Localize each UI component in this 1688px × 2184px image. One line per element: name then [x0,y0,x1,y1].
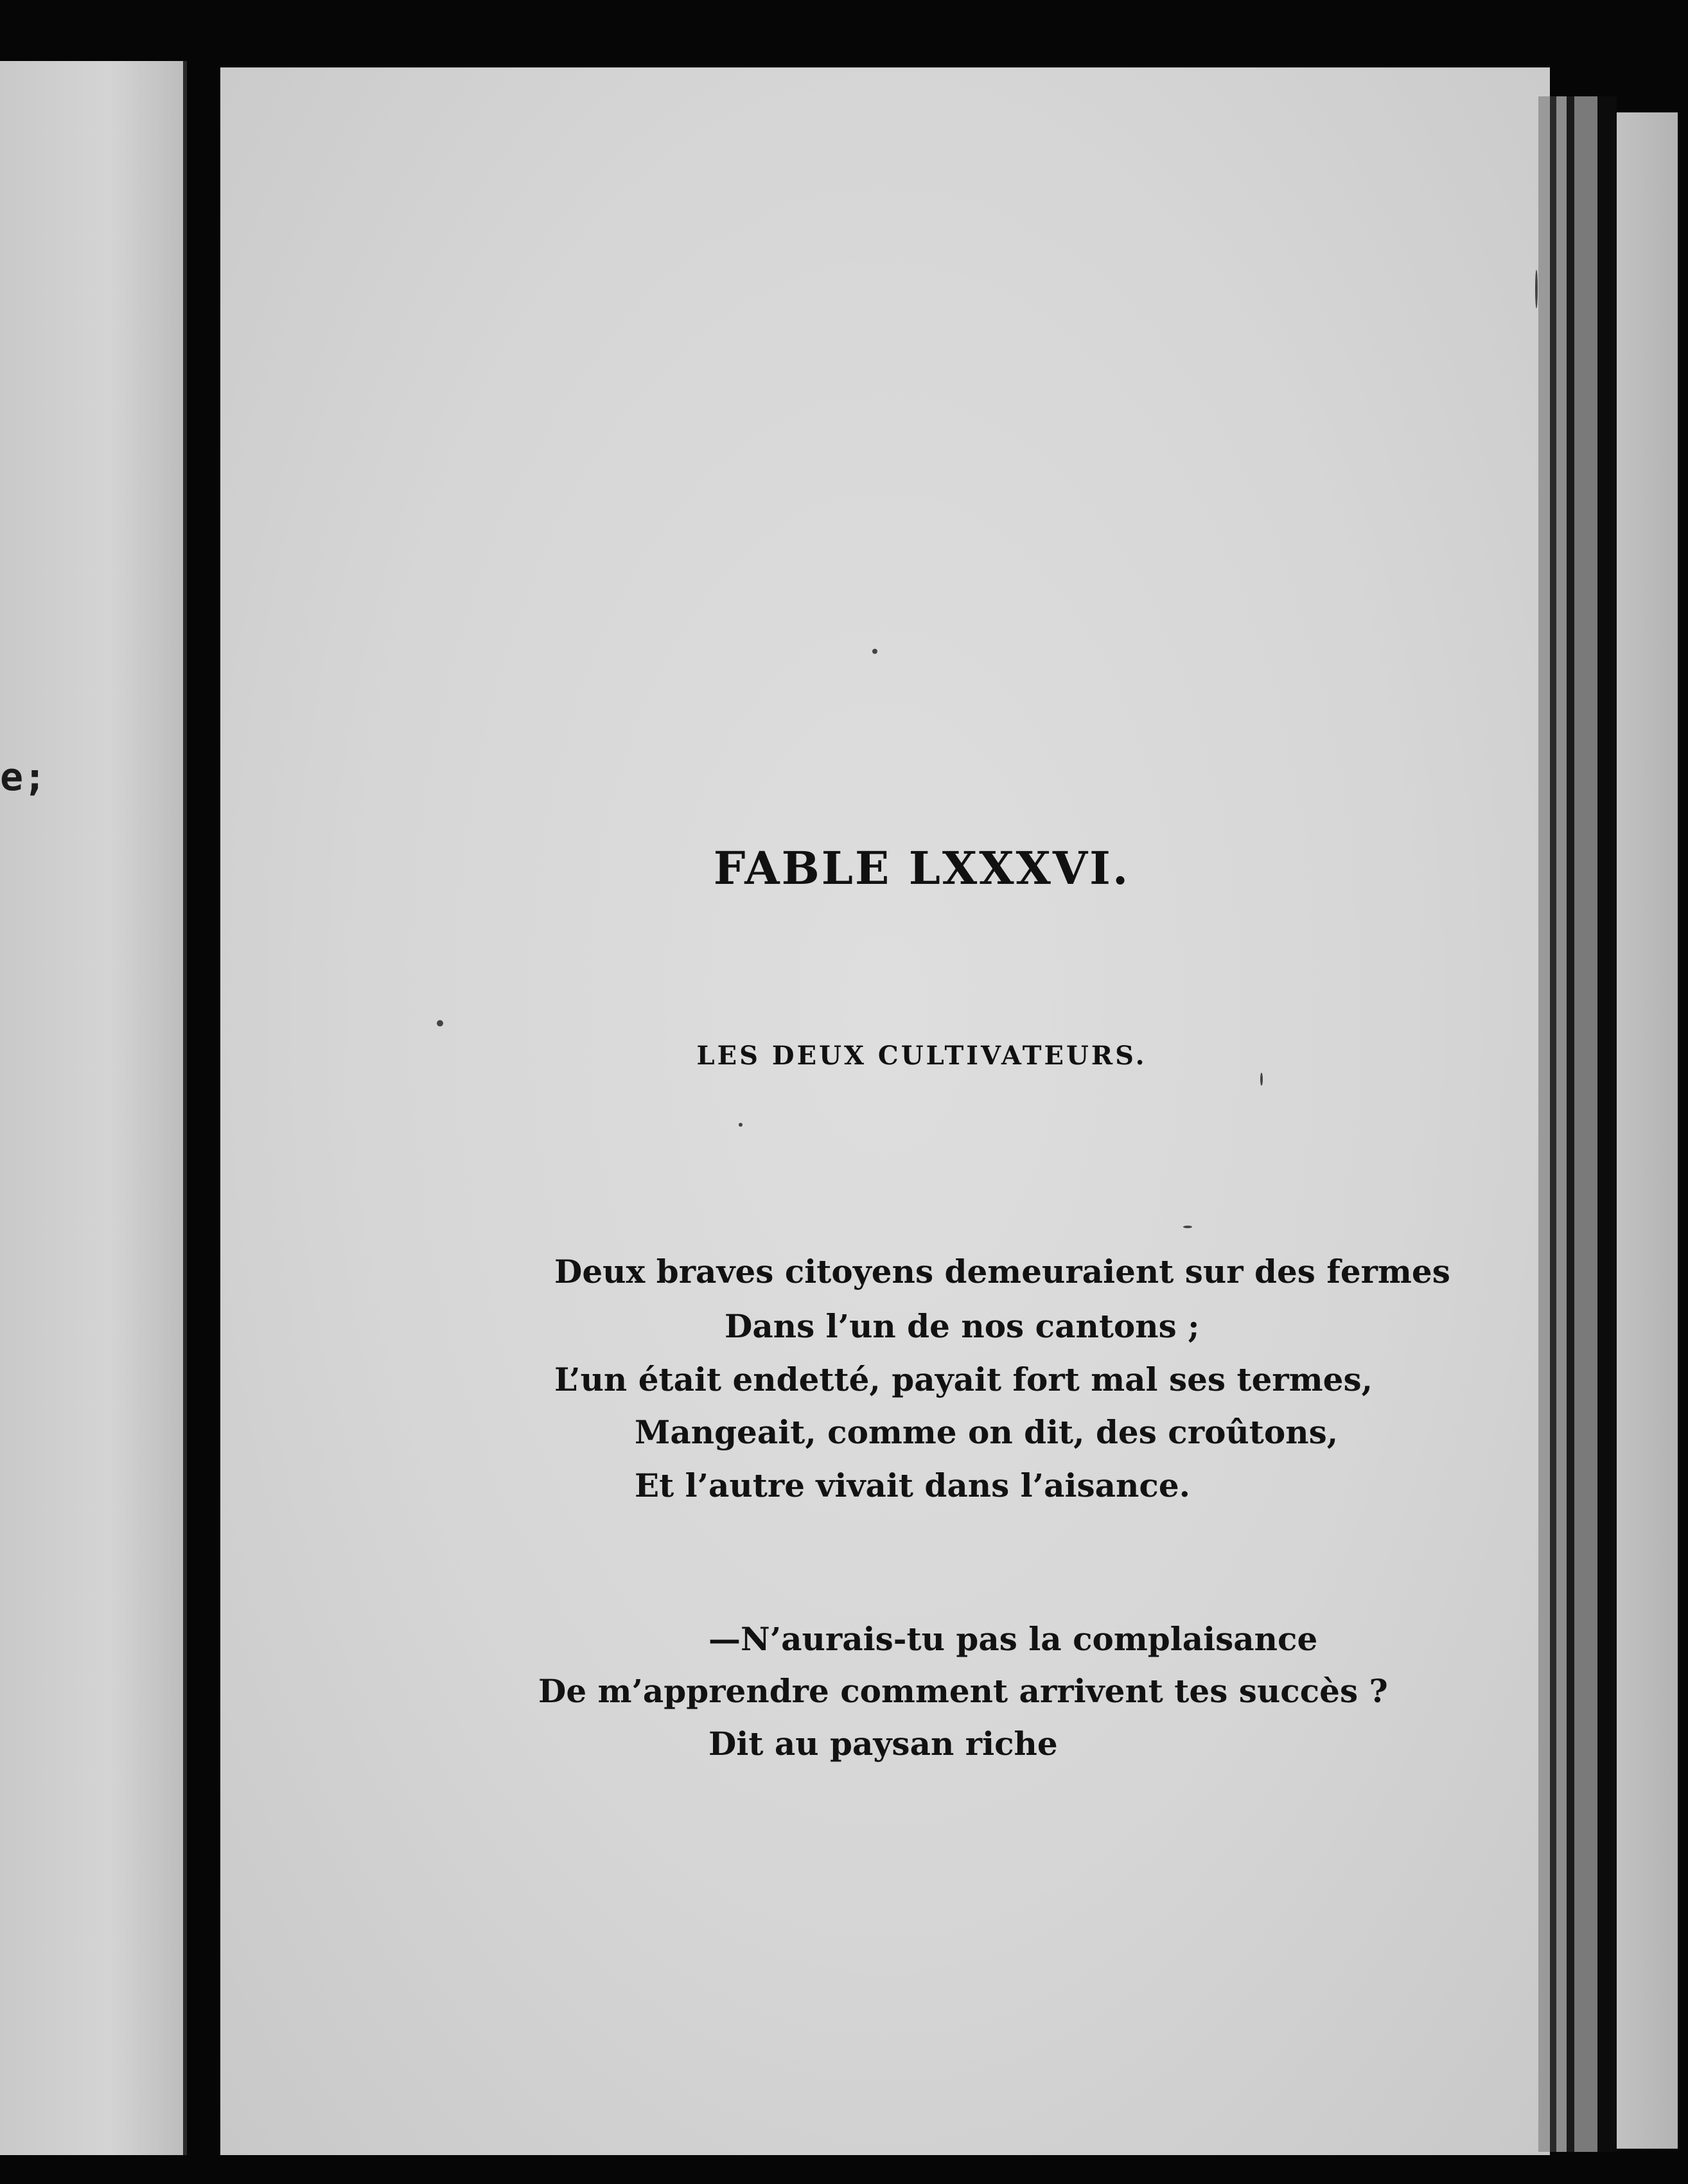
speck [1183,1226,1192,1228]
page-block-edge [1597,96,1617,2152]
fable-title: FABLE LXXXVI. [713,841,1130,895]
verse-line: —N’aurais-tu pas la complaisance [708,1620,1318,1658]
verse-line: Dit au paysan riche [708,1725,1058,1763]
book-page [220,67,1550,2155]
previous-page-text: e; [0,755,47,800]
speck [437,1020,443,1026]
next-page-edge [1617,112,1678,2149]
speck [739,1123,743,1127]
page-block-edge [1574,96,1597,2152]
verse-line: Mangeait, comme on dit, des croûtons, [635,1413,1339,1451]
verse-line: L’un était endetté, payait fort mal ses termes, [554,1361,1373,1398]
page-block-edge [1567,96,1574,2152]
verse-line: Deux braves citoyens demeuraient sur des fermes [554,1253,1450,1290]
page-block-edge [1556,96,1567,2152]
verse-line: De m’apprendre comment arrivent tes succès ? [538,1672,1388,1710]
page-block-edge [1550,96,1556,2152]
page-block-edge [1538,96,1550,2152]
verse-line: Et l’autre vivait dans l’aisance. [635,1466,1191,1504]
previous-page-edge [0,61,187,2155]
speck [1260,1073,1263,1086]
fable-subtitle: LES DEUX CULTIVATEURS. [696,1041,1147,1071]
verse-line: Dans l’un de nos cantons ; [725,1307,1200,1345]
speck [872,649,877,654]
speck [1535,270,1538,308]
